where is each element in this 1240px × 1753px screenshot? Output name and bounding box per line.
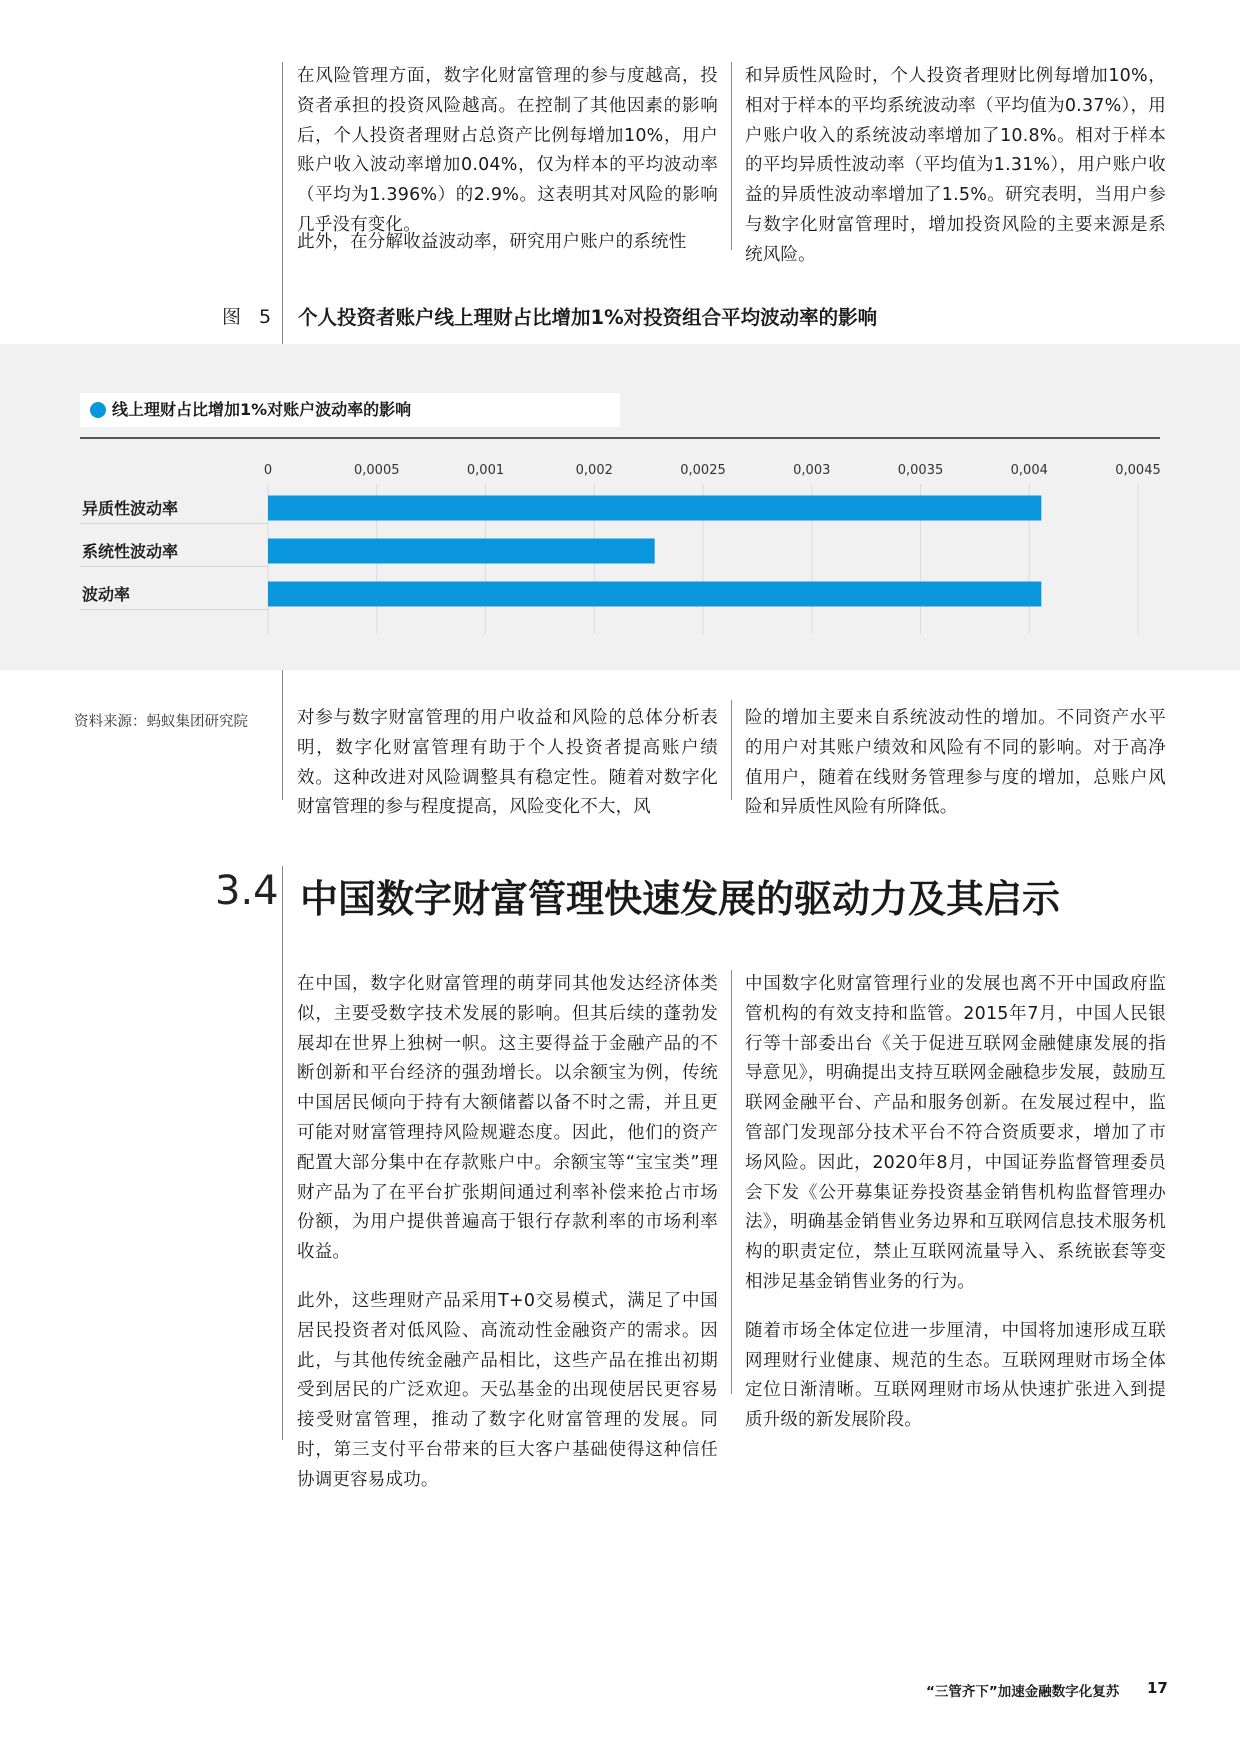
body-right-paragraph-1: 中国数字化财富管理行业的发展也离不开中国政府监管机构的有效支持和监管。2015年7月，中国人民银行等十部委出台《关于促进互联网金融健康发展的指导意见》，明确提出支持互联网金融稳步发展，鼓励互联网金融平台、产品和服务创新。在发展过程中，监管部门发现部分技术平台不符合资质要求，增加了市场风险。因此，2020年8月，中国证券监督管理委员会下发《公开募集证券投资基金销售机构监督管理办法》，明确基金销售业务边界和互联网信息技术服务机构的职责定位，禁止互联网流量导入、系统嵌套等变相涉足基金销售业务的行为。 xyxy=(745,974,1166,1292)
figure-label: 图 5 xyxy=(222,306,278,328)
x-tick-label: 0,0025 xyxy=(680,463,726,478)
column-divider xyxy=(731,62,732,250)
top-left-paragraph-1: 在风险管理方面，数字化财富管理的参与度越高，投资者承担的投资风险越高。在控制了其他因素的影响后，个人投资者理财占总资产比例每增加10%，用户账户收入波动率增加0.04%，仅为样本的平均波动率（平均为1.396%）的2.9%。这表明其对风险的影响几乎没有变化。 xyxy=(297,66,718,235)
page-number: 17 xyxy=(1147,1679,1168,1697)
x-tick-label: 0,003 xyxy=(793,463,831,478)
bar-chart xyxy=(0,344,1240,670)
section-title: 中国数字财富管理快速发展的驱动力及其启示 xyxy=(300,877,1061,921)
column-divider xyxy=(731,700,732,800)
section-number: 3.4 xyxy=(215,868,279,914)
mid-right-paragraph: 险的增加主要来自系统波动性的增加。不同资产水平的用户对其账户绩效和风险有不同的影响。对于高净值用户，随着在线财务管理参与度的增加，总账户风险和异质性风险有所降低。 xyxy=(745,708,1166,818)
x-tick-label: 0,004 xyxy=(1010,463,1048,478)
category-label: 波动率 xyxy=(82,585,131,604)
bar xyxy=(268,582,1041,607)
x-tick-label: 0,0035 xyxy=(897,463,944,478)
source-note: 资料来源：蚂蚁集团研究院 xyxy=(74,714,248,730)
category-label: 系统性波动率 xyxy=(82,542,179,561)
top-right-paragraph-1: 和异质性风险时，个人投资者理财比例每增加10%，相对于样本的平均系统波动率（平均值为0.37%），用户账户收入的系统波动率增加了10.8%。相对于样本的平均异质性波动率（平均值为1.31%），用户账户收益的异质性波动率增加了1.5%。研究表明，当用户参与数字化财富管理时，增加投资风险的主要来源是系统风险。 xyxy=(745,66,1166,265)
category-label: 异质性波动率 xyxy=(82,499,179,518)
x-tick-label: 0,001 xyxy=(466,463,505,478)
body-right-paragraph-2: 随着市场全体定位进一步厘清，中国将加速形成互联网理财行业健康、规范的生态。互联网理财市场全体定位日渐清晰。互联网理财市场从快速扩张进入到提质升级的新发展阶段。 xyxy=(745,1320,1166,1431)
x-tick-label: 0 xyxy=(263,463,273,478)
figure-title: 个人投资者账户线上理财占比增加1%对投资组合平均波动率的影响 xyxy=(298,306,878,329)
column-divider xyxy=(282,670,283,800)
top-left-paragraph-2: 此外，在分解收益波动率，研究用户账户的系统性 xyxy=(297,232,687,252)
x-tick-label: 0,0045 xyxy=(1115,463,1161,478)
body-right-column xyxy=(745,970,1166,1436)
column-divider xyxy=(282,866,283,1440)
legend-label: 线上理财占比增加1%对账户波动率的影响 xyxy=(112,400,412,419)
body-left-paragraph-1: 在中国，数字化财富管理的萌芽同其他发达经济体类似，主要受数字技术发展的影响。但其后续的蓬勃发展却在世界上独树一帜。这主要得益于金融产品的不断创新和平台经济的强劲增长。以余额宝为例，传统中国居民倾向于持有大额储蓄以备不时之需，并且更可能对财富管理持风险规避态度。因此，他们的资产配置大部分集中在存款账户中。余额宝等“宝宝类”理财产品为了在平台扩张期间通过利率补偿来抢占市场份额，为用户提供普遍高于银行存款利率的市场利率收益。 xyxy=(297,974,718,1263)
body-left-paragraph-2: 此外，这些理财产品采用T+0交易模式，满足了中国居民投资者对低风险、高流动性金融资产的需求。因此，与其他传统金融产品相比，这些产品在推出初期受到居民的广泛欢迎。天弘基金的出现使居民更容易接受财富管理，推动了数字化财富管理的发展。同时，第三支付平台带来的巨大客户基础使得这种信任协调更容易成功。 xyxy=(297,1290,718,1490)
column-divider xyxy=(731,970,732,1394)
x-tick-label: 0,002 xyxy=(575,463,613,478)
bar xyxy=(268,539,655,564)
x-tick-label: 0,0005 xyxy=(354,463,400,478)
footer-title: “三管齐下”加速金融数字化复苏 xyxy=(926,1684,1120,1700)
column-divider xyxy=(282,62,283,344)
body-left-column xyxy=(297,970,718,1496)
bar xyxy=(268,496,1041,521)
mid-left-paragraph: 对参与数字财富管理的用户收益和风险的总体分析表明，数字化财富管理有助于个人投资者提高账户绩效。这种改进对风险调整具有稳定性。随着对数字化财富管理的参与程度提高，风险变化不大，风 xyxy=(297,708,718,818)
